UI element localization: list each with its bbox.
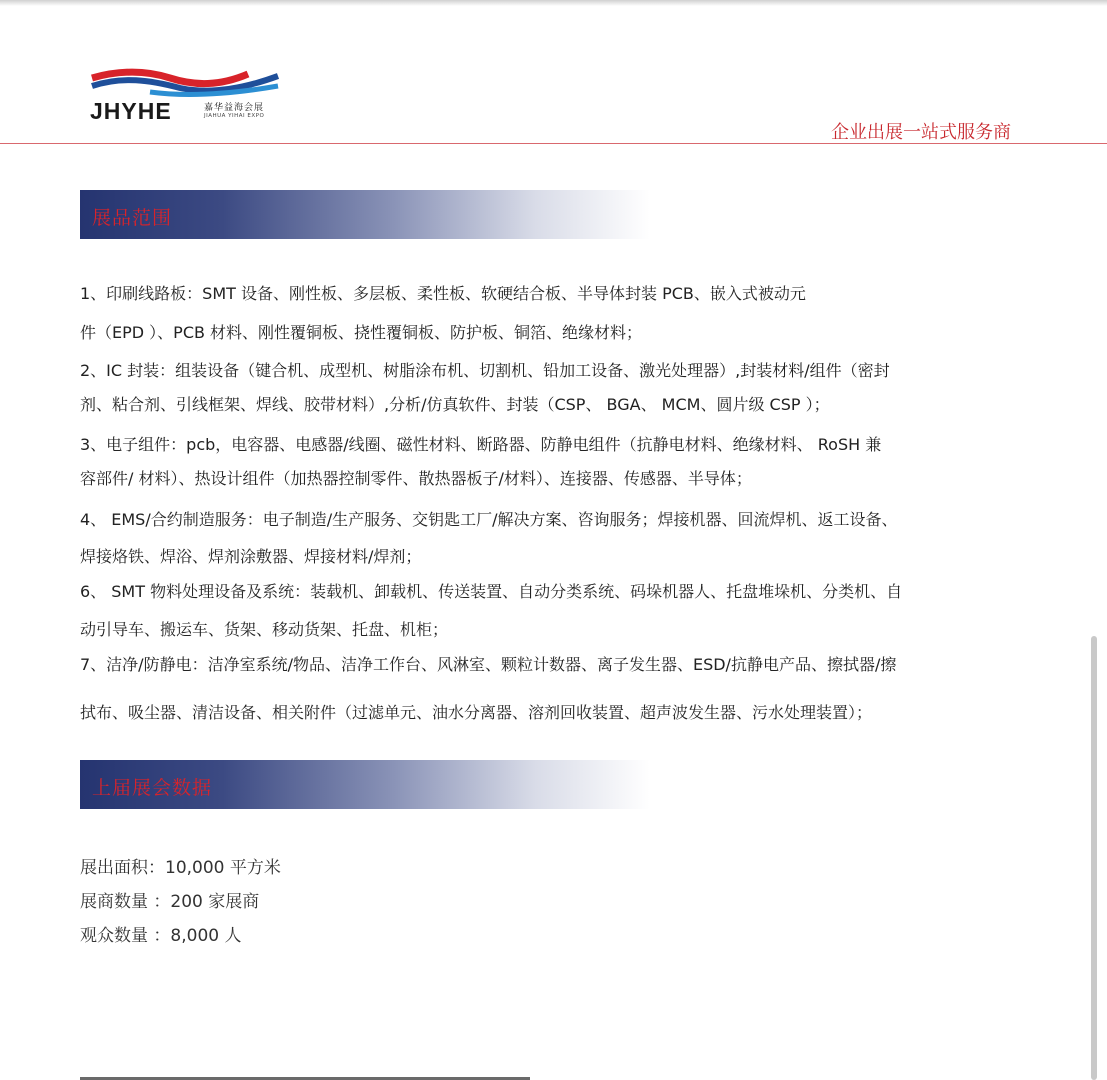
exhibit-scope-line: 件（EPD ）、PCB 材料、刚性覆铜板、挠性覆铜板、防护板、铜箔、绝缘材料； [80,323,643,342]
section-title: 上届展会数据 [92,777,213,799]
header-divider [0,143,1107,144]
exhibit-scope-line: 4、 EMS/合约制造服务：电子制造/生产服务、交钥匙工厂/解决方案、咨询服务；焊接机器、回流焊机、返工设备、 [80,510,898,529]
logo-chinese-name: 嘉华益海会展 [204,103,265,113]
exhibit-scope-line: 焊接烙铁、焊浴、焊剂涂敷器、焊接材料/焊剂； [80,547,422,566]
exhibit-scope-line: 7、洁净/防静电：洁净室系统/物品、洁净工作台、风淋室、颗粒计数器、离子发生器、ESD/抗静电产品、擦拭器/擦 [80,655,897,674]
exhibit-scope-line: 3、电子组件：pcb，电容器、电感器/线圈、磁性材料、断路器、防静电组件（抗静电材料、绝缘材料、 RoSH 兼 [80,435,882,454]
stat-visitor-count: 观众数量 ：8,000 人 [80,926,242,946]
tagline: 企业出展一站式服务商 [831,122,1011,143]
company-logo [90,66,290,126]
logo-wave-icon [90,66,280,100]
exhibit-scope-line: 拭布、吸尘器、清洁设备、相关附件（过滤单元、油水分离器、溶剂回收装置、超声波发生器、污水处理装置）； [80,703,873,722]
section-header-exhibit-scope [80,190,650,239]
exhibit-scope-line: 动引导车、搬运车、货架、移动货架、托盘、机柜； [80,620,449,639]
section-header-last-show-data [80,760,650,809]
exhibit-scope-line: 容部件/ 材料）、热设计组件（加热器控制零件、散热器板子/材料）、连接器、传感器、半导体； [80,469,752,488]
logo-text: JHYHE [90,98,172,124]
stat-exhibitor-count: 展商数量 ：200 家展商 [80,892,260,912]
exhibit-scope-line: 剂、粘合剂、引线框架、焊线、胶带材料）,分析/仿真软件、封装（CSP、 BGA、 MCM、圆片级 CSP ）； [80,395,830,414]
exhibit-scope-line: 2、IC 封装：组装设备（键合机、成型机、树脂涂布机、切割机、铅加工设备、激光处理器）,封装材料/组件（密封 [80,361,890,380]
logo-english-name: JIAHUA YIHAI EXPO [204,113,265,119]
scrollbar-thumb[interactable] [1091,636,1097,1080]
exhibit-scope-line: 6、 SMT 物料处理设备及系统：装载机、卸载机、传送装置、自动分类系统、码垛机器人、托盘堆垛机、分类机、自 [80,582,903,601]
exhibit-scope-line: 1、印刷线路板：SMT 设备、刚性板、多层板、柔性板、软硬结合板、半导体封装 PCB、嵌入式被动元 [80,284,806,303]
section-title: 展品范围 [92,207,173,229]
top-shadow [0,0,1107,6]
stat-exhibit-area: 展出面积：10,000 平方米 [80,858,281,878]
